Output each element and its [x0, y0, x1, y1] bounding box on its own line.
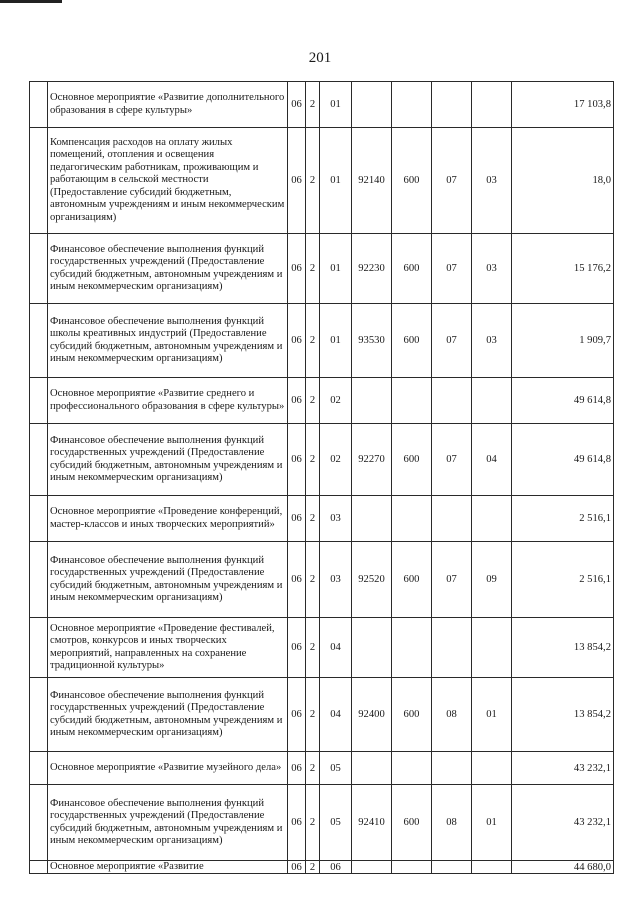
- table-row: [30, 496, 614, 542]
- code-subsection: 04: [472, 424, 512, 496]
- row-margin-cell: [30, 424, 48, 496]
- code-section: 08: [432, 678, 472, 752]
- code-expense-type: 600: [392, 785, 432, 861]
- amount: 43 232,1: [512, 752, 614, 785]
- code-event: 03: [320, 496, 352, 542]
- amount: 18,0: [512, 128, 614, 234]
- code-subsection: 01: [472, 678, 512, 752]
- table-row: [30, 542, 614, 618]
- code-subprogram: 2: [306, 234, 320, 304]
- code-program: 06: [288, 542, 306, 618]
- code-direction: 92140: [352, 128, 392, 234]
- amount: 15 176,2: [512, 234, 614, 304]
- code-direction: [352, 618, 392, 678]
- row-name: Основное мероприятие «Развитие среднего и профессионального образования в сфере культуры»: [48, 378, 288, 424]
- amount: 44 680,0: [512, 861, 614, 874]
- table-row: [30, 424, 614, 496]
- code-program: 06: [288, 304, 306, 378]
- code-subsection: 03: [472, 304, 512, 378]
- code-event: 01: [320, 82, 352, 128]
- row-margin-cell: [30, 752, 48, 785]
- code-section: [432, 861, 472, 874]
- row-name: Финансовое обеспечение выполнения функций школы креативных индустрий (Предоставление субсидий бюджетным, автономным учреждениям и иным некоммерческим организациям): [48, 304, 288, 378]
- code-event: 02: [320, 378, 352, 424]
- row-name: Финансовое обеспечение выполнения функций государственных учреждений (Предоставление субсидий бюджетным, автономным учреждениям и иным некоммерческим организациям): [48, 424, 288, 496]
- code-direction: 92410: [352, 785, 392, 861]
- code-program: 06: [288, 424, 306, 496]
- row-name: Финансовое обеспечение выполнения функций государственных учреждений (Предоставление субсидий бюджетным, автономным учреждениям и иным некоммерческим организациям): [48, 678, 288, 752]
- amount: 43 232,1: [512, 785, 614, 861]
- code-subsection: [472, 378, 512, 424]
- amount: 2 516,1: [512, 542, 614, 618]
- row-name: Основное мероприятие «Проведение конференций, мастер-классов и иных творческих мероприятий»: [48, 496, 288, 542]
- row-name: Финансовое обеспечение выполнения функций государственных учреждений (Предоставление субсидий бюджетным, автономным учреждениям и иным некоммерческим организациям): [48, 542, 288, 618]
- code-direction: 92270: [352, 424, 392, 496]
- table-row: [30, 618, 614, 678]
- code-expense-type: [392, 861, 432, 874]
- row-margin-cell: [30, 378, 48, 424]
- code-subsection: [472, 618, 512, 678]
- code-program: 06: [288, 82, 306, 128]
- table-row: [30, 861, 614, 874]
- table-row: [30, 304, 614, 378]
- code-direction: 92400: [352, 678, 392, 752]
- code-event: 04: [320, 618, 352, 678]
- row-margin-cell: [30, 542, 48, 618]
- table-row: [30, 378, 614, 424]
- code-subsection: 09: [472, 542, 512, 618]
- code-subprogram: 2: [306, 304, 320, 378]
- row-margin-cell: [30, 618, 48, 678]
- code-direction: 93530: [352, 304, 392, 378]
- code-event: 02: [320, 424, 352, 496]
- code-event: 04: [320, 678, 352, 752]
- code-expense-type: [392, 82, 432, 128]
- code-program: 06: [288, 618, 306, 678]
- code-expense-type: [392, 618, 432, 678]
- code-subprogram: 2: [306, 82, 320, 128]
- code-section: [432, 618, 472, 678]
- code-section: 07: [432, 234, 472, 304]
- code-expense-type: 600: [392, 234, 432, 304]
- code-direction: [352, 752, 392, 785]
- code-section: [432, 82, 472, 128]
- code-subprogram: 2: [306, 752, 320, 785]
- amount: 2 516,1: [512, 496, 614, 542]
- row-name: Основное мероприятие «Проведение фестивалей, смотров, конкурсов и иных творческих мероприятий, направленных на сохранение традиционной культуры»: [48, 618, 288, 678]
- table-row: [30, 128, 614, 234]
- code-program: 06: [288, 861, 306, 874]
- code-subprogram: 2: [306, 424, 320, 496]
- row-margin-cell: [30, 304, 48, 378]
- code-program: 06: [288, 128, 306, 234]
- code-section: [432, 496, 472, 542]
- table-row: [30, 234, 614, 304]
- amount: 49 614,8: [512, 424, 614, 496]
- code-event: 05: [320, 785, 352, 861]
- code-subprogram: 2: [306, 861, 320, 874]
- code-program: 06: [288, 678, 306, 752]
- table-row: [30, 82, 614, 128]
- row-margin-cell: [30, 82, 48, 128]
- table-row: [30, 678, 614, 752]
- code-expense-type: 600: [392, 128, 432, 234]
- table-row: [30, 785, 614, 861]
- row-margin-cell: [30, 861, 48, 874]
- row-margin-cell: [30, 234, 48, 304]
- code-section: 08: [432, 785, 472, 861]
- amount: 17 103,8: [512, 82, 614, 128]
- code-direction: [352, 82, 392, 128]
- code-expense-type: 600: [392, 424, 432, 496]
- code-expense-type: [392, 378, 432, 424]
- code-section: 07: [432, 542, 472, 618]
- code-event: 01: [320, 128, 352, 234]
- code-program: 06: [288, 785, 306, 861]
- code-subprogram: 2: [306, 378, 320, 424]
- code-subprogram: 2: [306, 618, 320, 678]
- code-subsection: [472, 752, 512, 785]
- code-direction: [352, 378, 392, 424]
- row-name: Основное мероприятие «Развитие дополнительного образования в сфере культуры»: [48, 82, 288, 128]
- code-expense-type: 600: [392, 542, 432, 618]
- code-section: [432, 378, 472, 424]
- amount: 13 854,2: [512, 618, 614, 678]
- code-expense-type: 600: [392, 304, 432, 378]
- code-expense-type: [392, 496, 432, 542]
- code-expense-type: 600: [392, 678, 432, 752]
- code-subsection: [472, 82, 512, 128]
- row-name: Финансовое обеспечение выполнения функций государственных учреждений (Предоставление субсидий бюджетным, автономным учреждениям и иным некоммерческим организациям): [48, 234, 288, 304]
- row-name: Основное мероприятие «Развитие: [48, 861, 288, 874]
- row-name: Основное мероприятие «Развитие музейного дела»: [48, 752, 288, 785]
- code-direction: 92520: [352, 542, 392, 618]
- code-program: 06: [288, 496, 306, 542]
- code-direction: 92230: [352, 234, 392, 304]
- row-margin-cell: [30, 128, 48, 234]
- code-subprogram: 2: [306, 785, 320, 861]
- row-margin-cell: [30, 785, 48, 861]
- code-program: 06: [288, 234, 306, 304]
- budget-table: [29, 81, 614, 874]
- code-program: 06: [288, 378, 306, 424]
- code-event: 01: [320, 304, 352, 378]
- code-direction: [352, 496, 392, 542]
- code-subsection: [472, 496, 512, 542]
- row-name: Компенсация расходов на оплату жилых помещений, отопления и освещения педагогическим работникам, проживающим и работающим в сельской местности (Предоставление субсидий бюджетным, автономным учреждениям и иным некоммерческим организациям): [48, 128, 288, 234]
- code-event: 05: [320, 752, 352, 785]
- code-expense-type: [392, 752, 432, 785]
- page-number: 201: [308, 50, 332, 66]
- row-margin-cell: [30, 678, 48, 752]
- amount: 49 614,8: [512, 378, 614, 424]
- table-row: [30, 752, 614, 785]
- code-section: 07: [432, 424, 472, 496]
- code-event: 06: [320, 861, 352, 874]
- code-subprogram: 2: [306, 542, 320, 618]
- row-margin-cell: [30, 496, 48, 542]
- row-name: Финансовое обеспечение выполнения функций государственных учреждений (Предоставление субсидий бюджетным, автономным учреждениям и иным некоммерческим организациям): [48, 785, 288, 861]
- code-event: 01: [320, 234, 352, 304]
- code-subsection: [472, 861, 512, 874]
- amount: 13 854,2: [512, 678, 614, 752]
- code-subprogram: 2: [306, 128, 320, 234]
- code-subsection: 03: [472, 234, 512, 304]
- code-section: [432, 752, 472, 785]
- code-event: 03: [320, 542, 352, 618]
- code-subsection: 01: [472, 785, 512, 861]
- code-subprogram: 2: [306, 496, 320, 542]
- amount: 1 909,7: [512, 304, 614, 378]
- code-program: 06: [288, 752, 306, 785]
- code-subprogram: 2: [306, 678, 320, 752]
- code-subsection: 03: [472, 128, 512, 234]
- code-direction: [352, 861, 392, 874]
- scan-corner-mark: [0, 0, 62, 3]
- code-section: 07: [432, 304, 472, 378]
- code-section: 07: [432, 128, 472, 234]
